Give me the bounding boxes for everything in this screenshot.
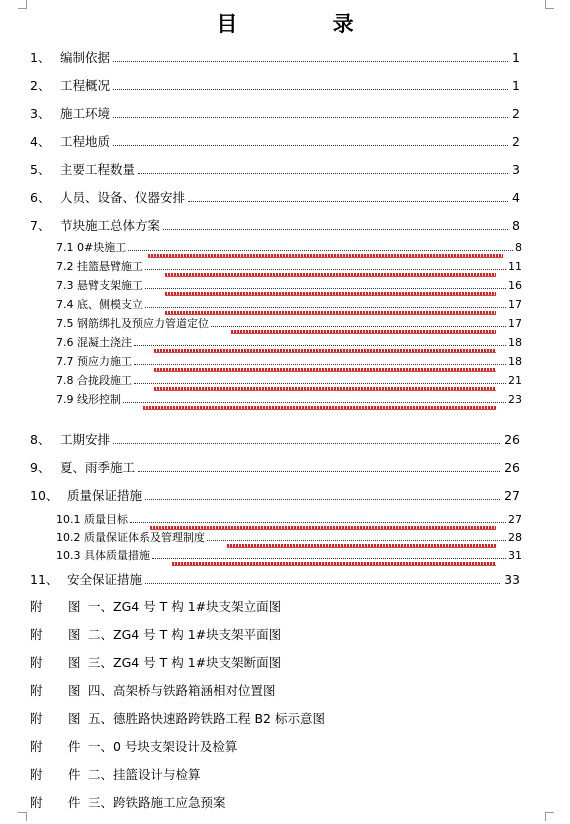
appendix-entry[interactable]	[30, 625, 520, 645]
toc-entry-number: 8、	[30, 432, 51, 447]
appendix-label: 三、ZG4 号 T 构 1#块支架断面图	[88, 655, 282, 670]
dot-leader	[113, 61, 508, 62]
toc-entry-page: 8	[512, 218, 520, 233]
toc-entry[interactable]	[30, 458, 520, 478]
toc-entry-page: 1	[512, 78, 520, 93]
toc-subentry-label: 7.9 线形控制	[56, 393, 121, 406]
toc-entry-page: 26	[504, 460, 520, 475]
appendix-kind: 件	[68, 795, 81, 810]
appendix-prefix: 附	[30, 683, 43, 698]
toc-subentry-page: 17	[508, 317, 522, 330]
toc-entry-label: 安全保证措施	[67, 572, 143, 587]
appendix-entry[interactable]	[30, 681, 520, 701]
toc-entry[interactable]	[30, 430, 520, 450]
toc-subentry-label: 7.7 预应力施工	[56, 355, 132, 368]
toc-entry-number: 4、	[30, 134, 51, 149]
toc-subentry[interactable]	[56, 371, 522, 391]
toc-subentry-label: 7.5 钢筋绑扎及预应力管道定位	[56, 317, 209, 330]
appendix-kind: 件	[68, 739, 81, 754]
toc-subentry-page: 17	[508, 298, 522, 311]
dot-leader	[145, 269, 506, 270]
toc-subentry[interactable]	[56, 257, 522, 277]
page-corner-mark	[545, 812, 554, 821]
toc-entry-label: 人员、设备、仪器安排	[60, 190, 186, 205]
appendix-entry[interactable]	[30, 709, 520, 729]
toc-entry-label: 工程地质	[60, 134, 111, 149]
toc-entry[interactable]	[30, 48, 520, 68]
toc-entry-page: 27	[504, 488, 520, 503]
toc-subentry-label: 10.3 具体质量措施	[56, 549, 150, 562]
toc-subentry-label: 10.1 质量目标	[56, 513, 128, 526]
toc-entry[interactable]	[30, 188, 520, 208]
dot-leader	[145, 307, 506, 308]
dot-leader	[138, 173, 508, 174]
toc-subentry-page: 18	[508, 355, 522, 368]
toc-entry[interactable]	[30, 486, 520, 506]
toc-subentry-page: 27	[508, 513, 522, 526]
toc-subentry-label: 7.4 底、侧模支立	[56, 298, 143, 311]
toc-subentry[interactable]	[56, 390, 522, 410]
dot-leader	[130, 522, 506, 523]
appendix-kind: 图	[68, 627, 81, 642]
toc-subentry-page: 31	[508, 549, 522, 562]
dot-leader	[152, 558, 506, 559]
toc-entry[interactable]	[30, 104, 520, 124]
toc-entry-page: 26	[504, 432, 520, 447]
appendix-prefix: 附	[30, 599, 43, 614]
appendix-label: 二、ZG4 号 T 构 1#块支架平面图	[88, 627, 282, 642]
toc-subentry[interactable]	[56, 295, 522, 315]
appendix-label: 一、0 号块支架设计及检算	[88, 739, 238, 754]
appendix-label: 四、高架桥与铁路箱涵相对位置图	[88, 683, 276, 698]
dot-leader	[134, 364, 506, 365]
spellcheck-underline	[143, 406, 496, 410]
appendix-label: 三、跨铁路施工应急预案	[88, 795, 226, 810]
appendix-prefix: 附	[30, 739, 43, 754]
toc-subentry[interactable]	[56, 314, 522, 334]
toc-subentry-page: 8	[515, 241, 522, 254]
toc-entry-page: 2	[512, 134, 520, 149]
page-corner-mark	[545, 0, 554, 9]
toc-entry-number: 9、	[30, 460, 51, 475]
toc-entry-label: 节块施工总体方案	[60, 218, 161, 233]
appendix-prefix: 附	[30, 711, 43, 726]
appendix-kind: 图	[68, 711, 81, 726]
toc-entry-label: 夏、雨季施工	[60, 460, 136, 475]
toc-entry-page: 1	[512, 50, 520, 65]
appendix-entry[interactable]	[30, 765, 520, 785]
toc-subentry-page: 28	[508, 531, 522, 544]
appendix-entry[interactable]	[30, 653, 520, 673]
dot-leader	[113, 89, 508, 90]
toc-entry-number: 7、	[30, 218, 51, 233]
toc-entry-number: 10、	[30, 488, 59, 503]
toc-entry-label: 工期安排	[60, 432, 111, 447]
appendix-entry[interactable]	[30, 597, 520, 617]
toc-subentry-label: 7.1 0#块施工	[56, 241, 127, 254]
appendix-kind: 件	[68, 767, 81, 782]
dot-leader	[134, 383, 506, 384]
toc-subentry-page: 18	[508, 336, 522, 349]
appendix-entry[interactable]	[30, 793, 520, 813]
toc-subentry-page: 23	[508, 393, 522, 406]
toc-entry[interactable]	[30, 132, 520, 152]
appendix-label: 一、ZG4 号 T 构 1#块支架立面图	[88, 599, 282, 614]
appendix-kind: 图	[68, 655, 81, 670]
toc-entry-number: 3、	[30, 106, 51, 121]
toc-title: 目 录	[216, 11, 398, 36]
dot-leader	[207, 540, 506, 541]
appendix-prefix: 附	[30, 795, 43, 810]
dot-leader	[113, 443, 500, 444]
toc-entry-page: 2	[512, 106, 520, 121]
dot-leader	[145, 583, 500, 584]
toc-entry[interactable]	[30, 76, 520, 96]
dot-leader	[163, 229, 508, 230]
toc-entry-page: 4	[512, 190, 520, 205]
toc-entry[interactable]	[30, 216, 520, 236]
toc-entry-label: 主要工程数量	[60, 162, 136, 177]
toc-subentry[interactable]	[56, 528, 522, 548]
dot-leader	[138, 471, 500, 472]
toc-subentry-label: 10.2 质量保证体系及管理制度	[56, 531, 205, 544]
toc-subentry[interactable]	[56, 546, 522, 566]
toc-subentry-label: 7.2 挂篮悬臂施工	[56, 260, 143, 273]
appendix-label: 五、德胜路快速路跨铁路工程 B2 标示意图	[88, 711, 325, 726]
dot-leader	[211, 326, 506, 327]
toc-subentry[interactable]	[56, 333, 522, 353]
toc-subentry-label: 7.8 合拢段施工	[56, 374, 132, 387]
toc-entry-page: 3	[512, 162, 520, 177]
appendix-prefix: 附	[30, 767, 43, 782]
toc-entry-number: 2、	[30, 78, 51, 93]
appendix-entry[interactable]	[30, 737, 520, 757]
toc-entry-label: 施工环境	[60, 106, 111, 121]
toc-subentry[interactable]	[56, 510, 522, 530]
appendix-prefix: 附	[30, 627, 43, 642]
page-corner-mark	[18, 0, 27, 9]
toc-subentry[interactable]	[56, 276, 522, 296]
toc-entry-number: 11、	[30, 572, 59, 587]
appendix-prefix: 附	[30, 655, 43, 670]
page-corner-mark	[18, 812, 27, 821]
appendix-label: 二、挂篮设计与检算	[88, 767, 201, 782]
toc-entry[interactable]	[30, 570, 520, 590]
toc-subentry-label: 7.6 混凝土浇注	[56, 336, 132, 349]
toc-entry-label: 质量保证措施	[67, 488, 143, 503]
toc-subentry[interactable]	[56, 238, 522, 258]
appendix-kind: 图	[68, 599, 81, 614]
dot-leader	[145, 288, 506, 289]
appendix-kind: 图	[68, 683, 81, 698]
dot-leader	[134, 345, 506, 346]
dot-leader	[113, 145, 508, 146]
dot-leader	[188, 201, 508, 202]
toc-subentry[interactable]	[56, 352, 522, 372]
toc-subentry-page: 16	[508, 279, 522, 292]
toc-entry-label: 编制依据	[60, 50, 111, 65]
spellcheck-underline	[172, 562, 496, 566]
toc-subentry-label: 7.3 悬臂支架施工	[56, 279, 143, 292]
toc-entry-page: 33	[504, 572, 520, 587]
toc-subentry-page: 11	[508, 260, 522, 273]
dot-leader	[113, 117, 508, 118]
dot-leader	[145, 499, 500, 500]
toc-entry-number: 1、	[30, 50, 51, 65]
toc-entry-number: 6、	[30, 190, 51, 205]
toc-entry[interactable]	[30, 160, 520, 180]
dot-leader	[128, 250, 513, 251]
dot-leader	[123, 402, 506, 403]
toc-subentry-page: 21	[508, 374, 522, 387]
toc-entry-number: 5、	[30, 162, 51, 177]
toc-entry-label: 工程概况	[60, 78, 111, 93]
